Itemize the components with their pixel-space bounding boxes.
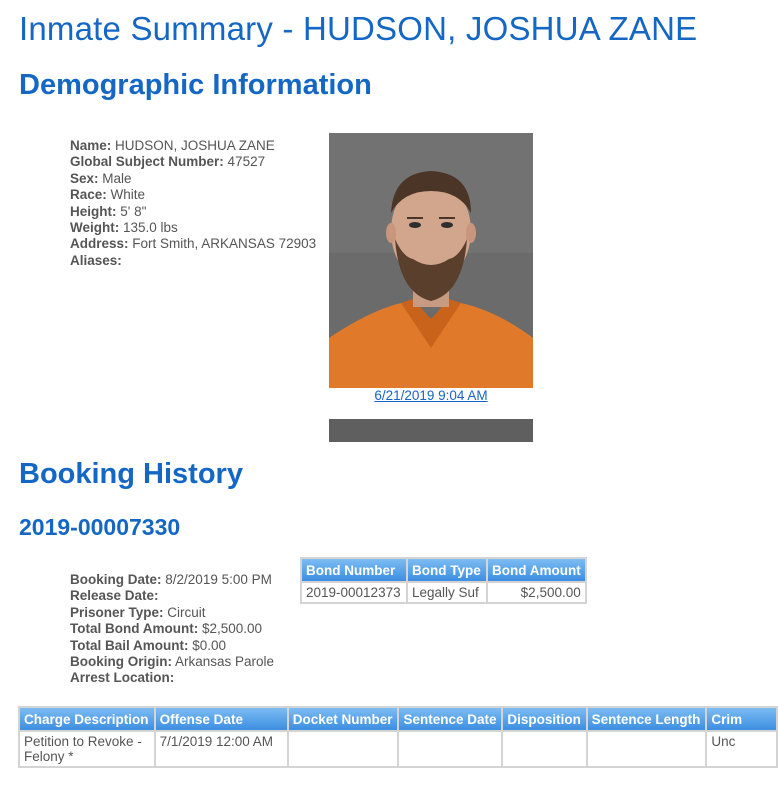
field-total-bond-amount: Total Bond Amount: $2,500.00 xyxy=(70,621,263,637)
field-booking-date: Booking Date: 8/2/2019 5:00 PM xyxy=(70,572,272,587)
bond-amount-cell: $2,500.00 xyxy=(488,583,585,602)
field-booking-origin: Booking Origin: Arkansas Parole xyxy=(70,654,275,670)
booking-number: 2019-00007330 xyxy=(19,514,181,540)
sentence-length-cell xyxy=(588,732,706,766)
page-title: Inmate Summary - HUDSON, JOSHUA ZANE xyxy=(19,10,698,47)
photo-date-link[interactable]: 6/21/2019 9:04 AM xyxy=(374,388,488,403)
field-address: Address: Fort Smith, ARKANSAS 72903 xyxy=(70,236,317,252)
field-name: Name: HUDSON, JOSHUA ZANE xyxy=(70,138,275,153)
booking-history-heading: Booking History xyxy=(19,458,243,490)
col-offense-date[interactable]: Offense Date xyxy=(156,708,287,730)
field-total-bail-amount: Total Bail Amount: $0.00 xyxy=(70,637,227,653)
bond-type-cell: Legally Suf xyxy=(408,583,486,602)
col-bond-type[interactable]: Bond Type xyxy=(408,559,486,581)
crim-cell: Unc xyxy=(707,732,776,766)
field-global-subject-number: Global Subject Number: 47527 xyxy=(70,154,266,170)
charge-description-cell: Petition to Revoke - Felony * xyxy=(20,732,154,766)
offense-date-cell: 7/1/2019 12:00 AM xyxy=(156,732,287,766)
table-row xyxy=(20,732,776,766)
field-weight: Weight: 135.0 lbs xyxy=(70,220,178,236)
field-height: Height: 5' 8" xyxy=(70,203,147,219)
col-docket-number[interactable]: Docket Number xyxy=(289,708,398,730)
field-prisoner-type: Prisoner Type: Circuit xyxy=(70,604,206,620)
col-bond-amount[interactable]: Bond Amount xyxy=(488,559,585,581)
field-race: Race: White xyxy=(70,187,146,203)
col-sentence-length[interactable]: Sentence Length xyxy=(588,708,706,730)
field-aliases: Aliases: xyxy=(70,252,122,268)
field-arrest-location: Arrest Location: xyxy=(70,670,175,686)
col-bond-number[interactable]: Bond Number xyxy=(302,559,406,581)
field-release-date: Release Date: xyxy=(70,588,159,604)
col-sentence-date[interactable]: Sentence Date xyxy=(399,708,501,730)
charge-table-header xyxy=(20,708,776,730)
col-crim[interactable]: Crim xyxy=(707,708,776,730)
bond-number-cell: 2019-00012373 xyxy=(302,583,406,602)
sentence-date-cell xyxy=(399,732,501,766)
col-charge-description[interactable]: Charge Description xyxy=(20,708,154,730)
demographic-heading: Demographic Information xyxy=(19,69,372,101)
field-sex: Sex: Male xyxy=(70,170,132,186)
col-disposition[interactable]: Disposition xyxy=(503,708,585,730)
charge-table xyxy=(18,706,778,768)
disposition-cell xyxy=(503,732,585,766)
docket-number-cell xyxy=(289,732,398,766)
